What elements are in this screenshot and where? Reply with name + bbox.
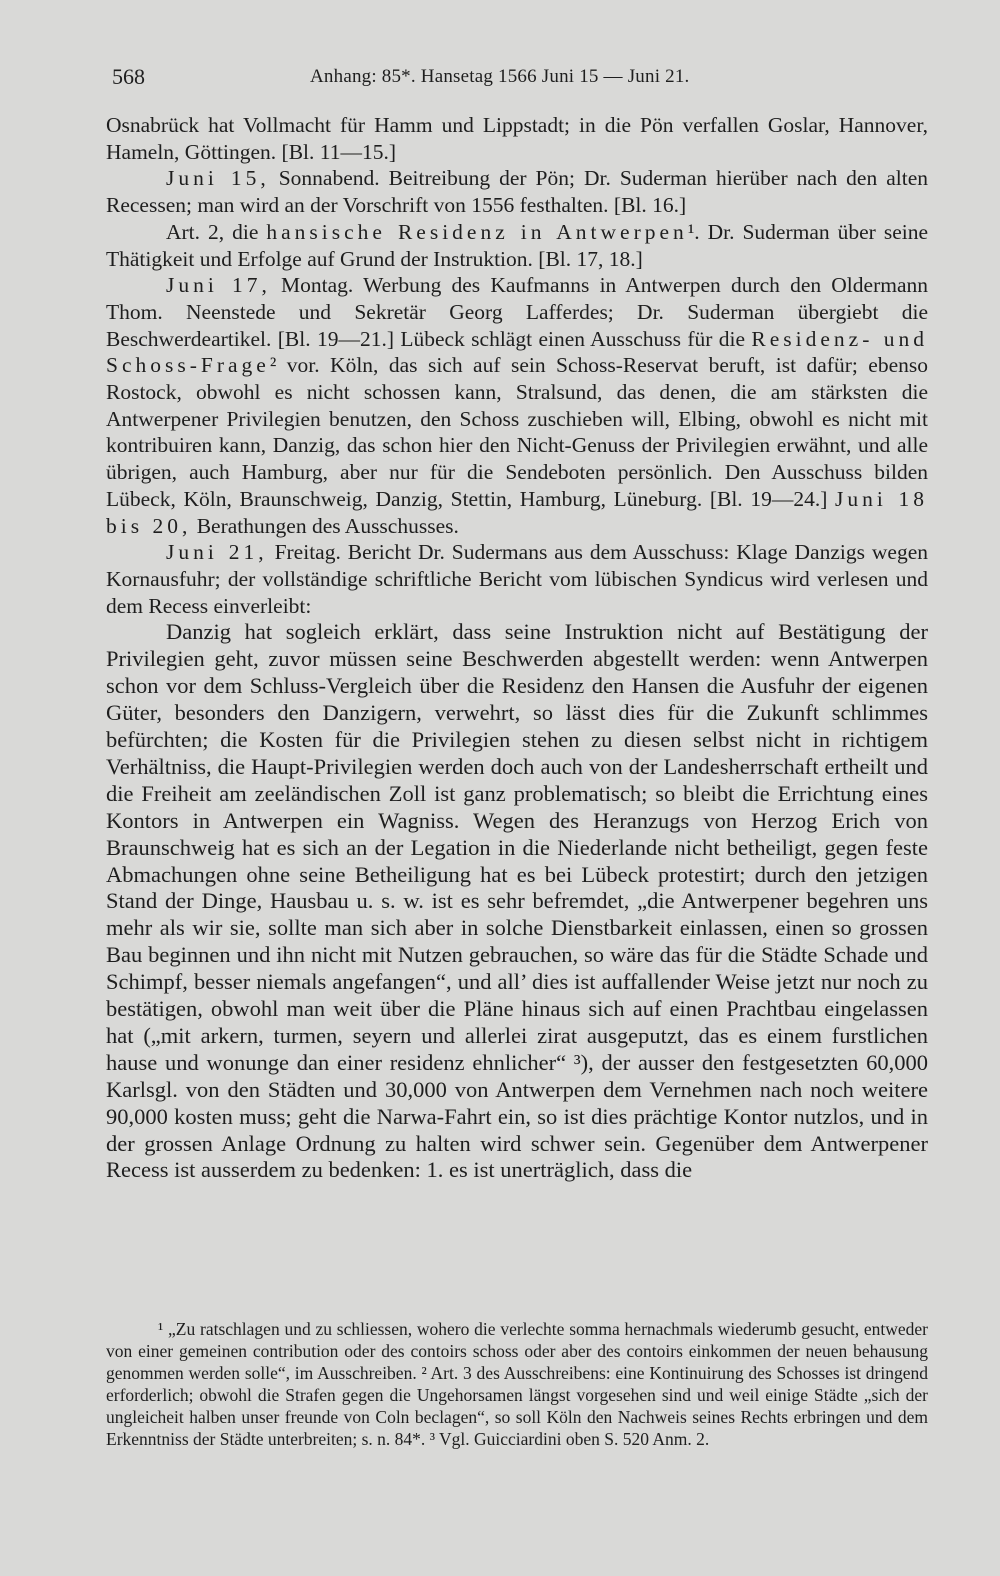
footnote-text: ² Art. 3 des Ausschreibens: eine Kontinuirung des Schosses ist dringend erforderlich; obwohl die Strafen gegen die Ungehorsamen längst vorgesehen sind und weil einige Städte „sich der ungleicheit halben unser freunde von Coln beclagen“, so soll Köln den Nachweis seines Rechts erbringen und dem Erkenntniss der Städte unterbreiten; s. n. 84*.	[106, 1363, 928, 1449]
date-label: Juni 15,	[166, 166, 270, 191]
date-label: Juni 17,	[166, 273, 271, 298]
paragraph-text: Berathungen des Ausschusses.	[191, 513, 459, 538]
paragraph-juni-21	[106, 539, 928, 619]
paragraph-text: ² vor. Köln, das sich auf sein Schoss-Reservat beruft, ist dafür; ebenso Rostock, obwohl es nicht schossen kann, Stralsund, das denen, die am stärksten die Antwerpener Privilegien benutzen, den Schoss zuschieben will, Elbing, obwohl es nicht mit kontribuiren kann, Danzig, das schon hier den Nicht-Genuss der Privilegien erwähnt, und alle übrigen, auch Hamburg, aber nur für die Sendeboten persönlich. Den Ausschuss bilden Lübeck, Köln, Braunschweig, Danzig, Stettin, Hamburg, Lüneburg. [Bl. 19—24.]	[106, 353, 928, 511]
paragraph-osnabrueck	[106, 112, 928, 165]
page-number: 568	[112, 64, 145, 89]
paragraph-text: Art. 2, die	[166, 219, 267, 244]
paragraph-juni-15	[106, 165, 928, 218]
footnotes	[106, 1318, 928, 1450]
footnote-text: ¹ „Zu ratschlagen und zu schliessen, wohero die verlechte somma hernachmals wiederumb gesucht, entweder von einer gemeinen contribution oder des contoirs schoss oder aber des contoirs einkommen der neuen behausung genommen werden solle“, im Ausschreiben.	[106, 1319, 928, 1383]
paragraph-report	[106, 619, 928, 1184]
paragraph-text: Osnabrück hat Vollmacht für Hamm und Lippstadt; in die Pön verfallen Goslar, Hannover, Hameln, Göttingen. [Bl. 11—15.]	[106, 113, 928, 164]
spaced-heading: hansische Residenz in Antwerpen	[266, 219, 688, 244]
paragraph-text: Danzig hat sogleich erklärt, dass seine Instruktion nicht auf Bestätigung der Privilegien geht, zuvor müssen seine Beschwerden abgestellt werden: wenn Antwerpen schon vor dem Schluss-Vergleich über die Residenz den Hansen die Ausfuhr der eigenen Güter, besonders den Danzigern, verwehrt, so lässt dies für die Zukunft schlimmes befürchten; die Kosten für die Privilegien stehen zu diesen selbst nicht in richtigem Verhältniss, die Haupt-Privilegien werden doch auch von der Landesherrschaft ertheilt und die Freiheit am zeeländischen Zoll ist ganz problematisch; so bleibt die Errichtung eines Kontors in Antwerpen ein Wagniss. Wegen des Heranzugs von Herzog Erich von Braunschweig hat es sich an der Legation in die Niederlande nicht betheiligt, gegen feste Abmachungen ohne seine Betheiligung hat es bei Lübeck protestirt; durch den jetzigen Stand der Dinge, Hausbau u. s. w. ist es sehr befremdet, „die Antwerpener begehren uns mehr als wir sie, sollte man sich aber in solche Dienstbarkeit einlassen, einen so grossen Bau beginnen und ihn nicht mit Nutzen gebrauchen, so wäre das für die Städte Schade und Schimpf, besser niemals angefangen“, und all’ dies ist auffallender Weise jetzt nur noch zu bestätigen, obwohl man weit über die Pläne hinaus sich auf einen Prachtbau eingelassen hat („mit arkern, turmen, seyern und allerlei zirat ausgeputzt, das es einem furstlichen hause und wonunge dan einer residenz ehnlicher“ ³), der ausser den festgesetzten 60,000 Karlsgl. von den Städten und 30,000 von Antwerpen dem Vernehmen nach noch weitere 90,000 kosten muss; geht die Narwa-Fahrt ein, so ist dies prächtige Kontor nutzlos, und in der grossen Anlage Ordnung zu halten wird schwer sein. Gegenüber dem Antwerpener Recess ist ausserdem zu bedenken: 1. es ist unerträglich, dass die	[106, 619, 928, 1183]
footnote-text: ³ Vgl. Guicciardini oben S. 520 Anm. 2.	[429, 1429, 710, 1449]
paragraph-text: Montag. Werbung des Kaufmanns in Antwerpen durch den Oldermann Thom. Neenstede und Sekretär Georg Lafferdes; Dr. Suderman übergiebt die Beschwerdeartikel. [Bl. 19—21.] Lübeck schlägt einen Ausschuss für die	[106, 273, 928, 351]
date-label: Juni 21,	[166, 540, 268, 565]
page-header	[112, 64, 932, 94]
date-label: Juni 18 bis 20,	[106, 486, 928, 538]
paragraph-juni-17	[106, 272, 928, 539]
paragraph-text: Freitag. Bericht Dr. Sudermans aus dem Ausschuss: Klage Danzigs wegen Kornausfuhr; der vollständige schriftliche Bericht vom lübischen Syndicus wird verlesen und dem Recess einverleibt:	[106, 540, 928, 618]
paragraph-text: Sonnabend. Beitreibung der Pön; Dr. Suderman hierüber nach den alten Recessen; man wird an der Vorschrift von 1556 festhalten. [Bl. 16.]	[106, 166, 929, 218]
paragraph-art-2	[106, 219, 928, 272]
running-head: Anhang: 85*. Hansetag 1566 Juni 15 — Juni 21.	[310, 66, 690, 87]
main-text	[106, 112, 928, 1184]
footnote	[106, 1318, 928, 1450]
paragraph-text: ¹. Dr. Suderman über seine Thätigkeit und Erfolge auf Grund der Instruktion. [Bl. 17, 18.]	[106, 219, 929, 271]
spaced-heading: Residenz- und Schoss-Frage	[106, 326, 928, 378]
